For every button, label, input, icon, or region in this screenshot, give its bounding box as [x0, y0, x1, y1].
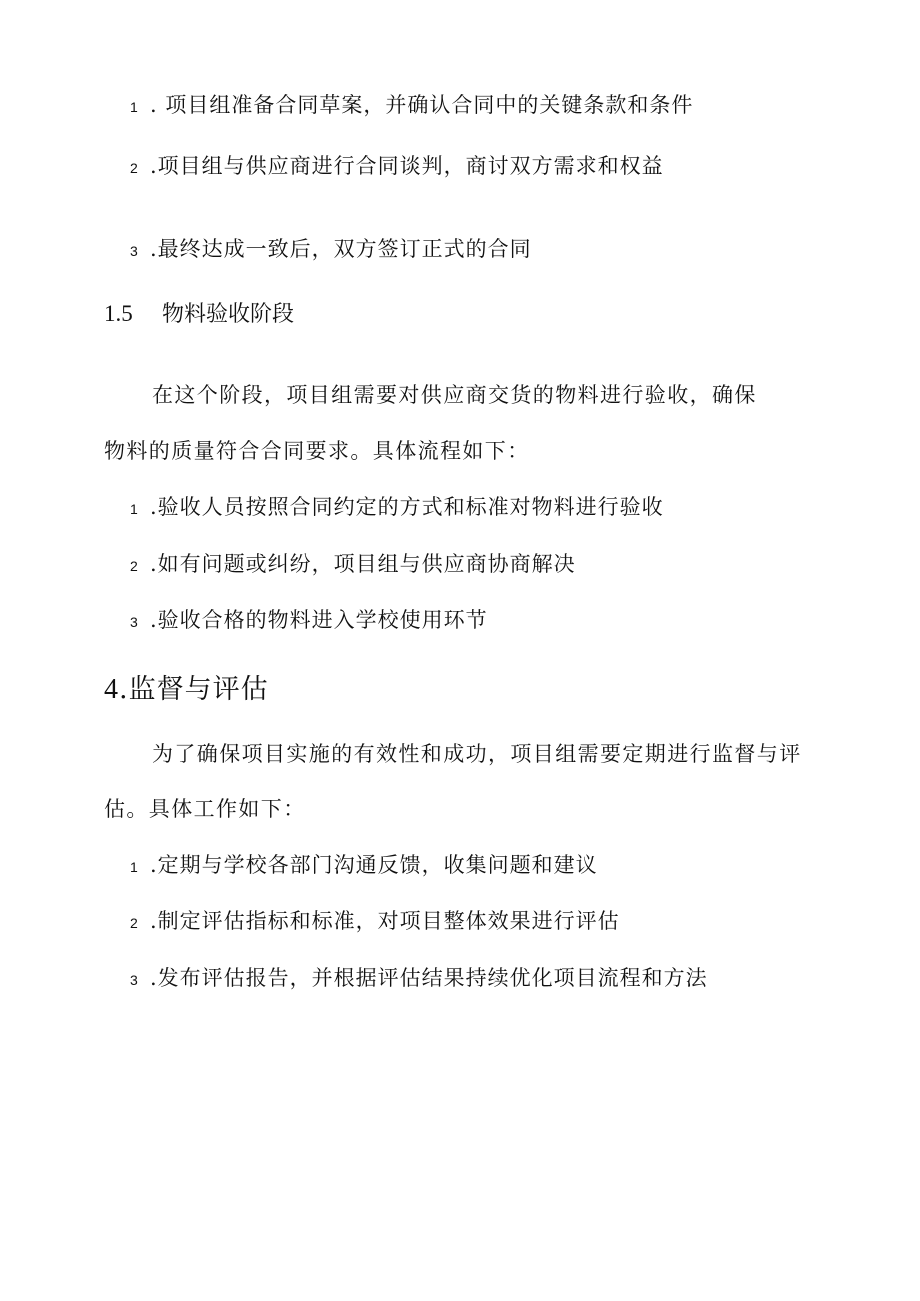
list-item — [130, 964, 708, 994]
list-item-number: 2 — [130, 558, 139, 574]
list-item — [130, 152, 664, 182]
chapter-heading — [104, 673, 269, 707]
list-item-number: 2 — [130, 915, 139, 931]
list-item-number: 3 — [130, 972, 139, 988]
list-item — [130, 907, 620, 937]
list-item — [130, 851, 598, 881]
list-item-text: .发布评估报告，并根据评估结果持续优化项目流程和方法 — [150, 966, 708, 990]
section-heading — [104, 299, 294, 330]
list-item — [130, 235, 532, 265]
paragraph-line: 为了确保项目实施的有效性和成功，项目组需要定期进行监督与评 — [152, 742, 802, 766]
list-item — [130, 550, 576, 580]
list-item-number: 1 — [130, 501, 139, 517]
chapter-title: .监督与评估 — [119, 674, 269, 705]
list-item — [130, 606, 488, 636]
list-item-number: 1 — [130, 99, 139, 115]
list-item-text: .验收人员按照合同约定的方式和标准对物料进行验收 — [150, 495, 664, 519]
list-item-number: 3 — [130, 243, 139, 259]
list-item — [130, 493, 664, 523]
list-item-text: .最终达成一致后，双方签订正式的合同 — [150, 237, 532, 261]
section-title: 物料验收阶段 — [162, 302, 295, 327]
list-item-text: . 项目组准备合同草案，并确认合同中的关键条款和条件 — [150, 93, 694, 117]
list-item-text: .项目组与供应商进行合同谈判，商讨双方需求和权益 — [150, 154, 664, 178]
list-item-text: .定期与学校各部门沟通反馈，收集问题和建议 — [150, 853, 598, 877]
section-number: 1.5 — [104, 301, 133, 326]
paragraph-line: 估。具体工作如下： — [104, 797, 306, 821]
list-item-text: .制定评估指标和标准，对项目整体效果进行评估 — [150, 909, 620, 933]
list-item-number: 2 — [130, 160, 139, 176]
list-item — [130, 91, 693, 121]
list-item-number: 1 — [130, 859, 139, 875]
list-item-text: .验收合格的物料进入学校使用环节 — [150, 608, 488, 632]
paragraph-line: 物料的质量符合合同要求。具体流程如下： — [104, 439, 530, 463]
chapter-number: 4 — [104, 674, 119, 705]
paragraph-line: 在这个阶段，项目组需要对供应商交货的物料进行验收，确保 — [152, 383, 757, 407]
list-item-text: .如有问题或纠纷，项目组与供应商协商解决 — [150, 552, 576, 576]
list-item-number: 3 — [130, 614, 139, 630]
